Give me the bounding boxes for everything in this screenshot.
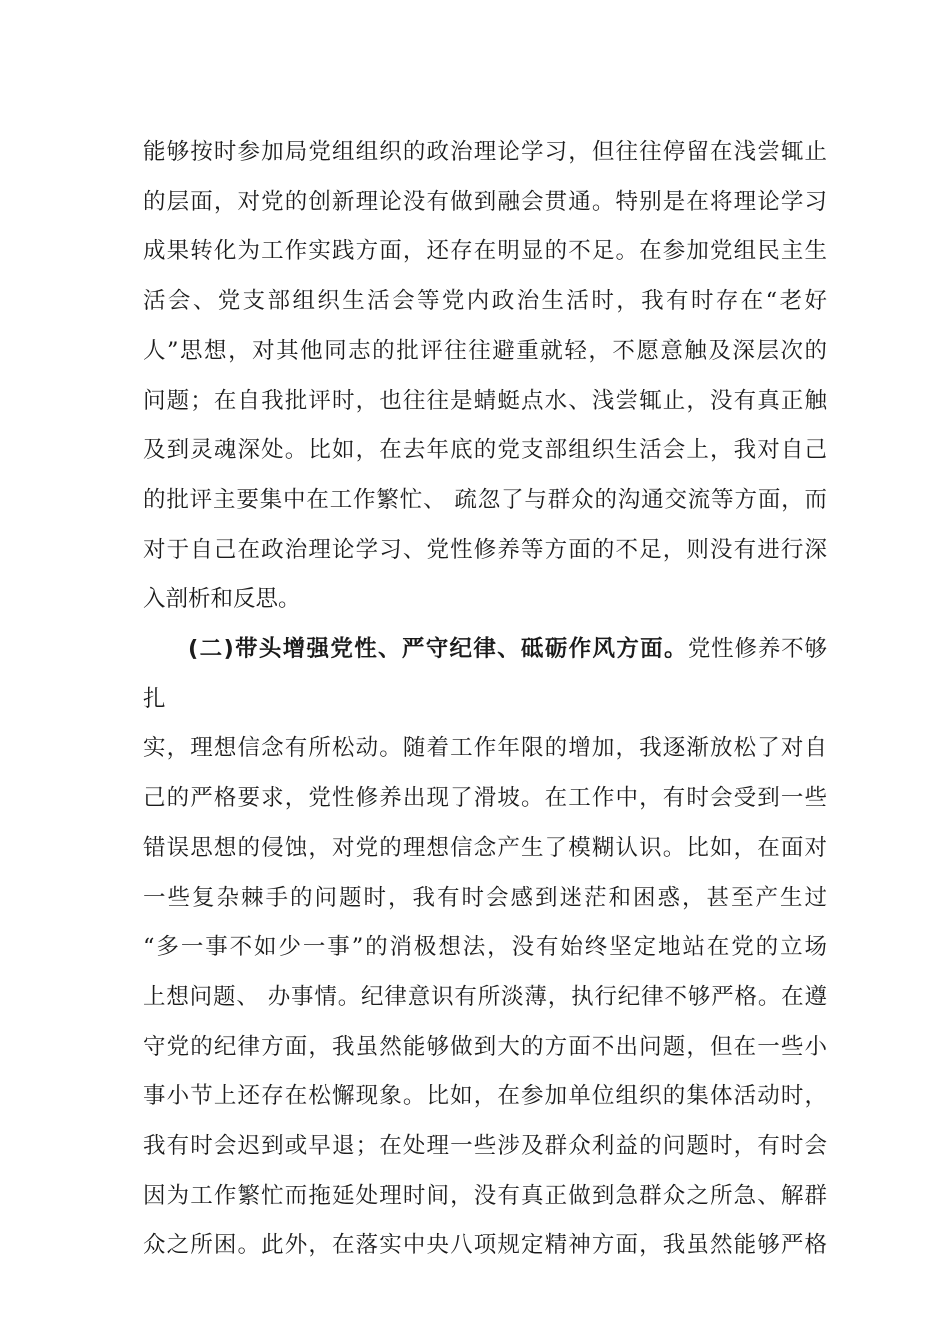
text-line: 因为工作繁忙而拖延处理时间，没有真正做到急群众之所急、解群	[143, 1182, 827, 1209]
section-body-run: 党性修养不够扎	[143, 636, 827, 712]
text-line: 上想问题、 办事情。纪律意识有所淡薄，执行纪律不够严格。在遵	[143, 983, 827, 1010]
text-line: 实，理想信念有所松动。随着工作年限的增加，我逐渐放松了对自	[143, 735, 827, 762]
document-body-text	[143, 128, 827, 1271]
text-line: 的层面，对党的创新理论没有做到融会贯通。特别是在将理论学习	[143, 188, 827, 215]
text-line: 问题；在自我批评时，也往往是蜻蜓点水、浅尝辄止，没有真正触	[143, 387, 827, 414]
text-line: 人”思想，对其他同志的批评往往避重就轻，不愿意触及深层次的	[143, 337, 827, 364]
text-line: “多一事不如少一事”的消极想法，没有始终坚定地站在党的立场	[143, 934, 827, 961]
text-line: 对于自己在政治理论学习、党性修养等方面的不足，则没有进行深	[143, 536, 827, 563]
text-line: 的批评主要集中在工作繁忙、 疏忽了与群众的沟通交流等方面，而	[143, 486, 827, 513]
text-line	[143, 625, 827, 724]
text-line: 错误思想的侵蚀，对党的理想信念产生了模糊认识。比如，在面对	[143, 834, 827, 861]
text-line: 守党的纪律方面，我虽然能够做到大的方面不出问题，但在一些小	[143, 1033, 827, 1060]
text-line: 活会、党支部组织生活会等党内政治生活时，我有时存在“老好	[143, 288, 827, 315]
text-line: 成果转化为工作实践方面，还存在明显的不足。在参加党组民主生	[143, 238, 827, 265]
text-line: 一些复杂棘手的问题时，我有时会感到迷茫和困惑，甚至产生过	[143, 884, 827, 911]
section-heading-bold: (二)带头增强党性、严守纪律、砥砺作风方面。	[188, 636, 688, 663]
text-line: 己的严格要求，党性修养出现了滑坡。在工作中，有时会受到一些	[143, 785, 827, 812]
text-line: 事小节上还存在松懈现象。比如，在参加单位组织的集体活动时，	[143, 1083, 827, 1110]
text-line: 及到灵魂深处。比如，在去年底的党支部组织生活会上，我对自己	[143, 437, 827, 464]
text-line: 能够按时参加局党组组织的政治理论学习，但往往停留在浅尝辄止	[143, 139, 827, 165]
text-line: 我有时会迟到或早退；在处理一些涉及群众利益的问题时，有时会	[143, 1133, 827, 1160]
text-line: 入剖析和反思。	[143, 586, 301, 613]
text-line: 众之所困。此外，在落实中央八项规定精神方面，我虽然能够严格	[143, 1232, 827, 1259]
